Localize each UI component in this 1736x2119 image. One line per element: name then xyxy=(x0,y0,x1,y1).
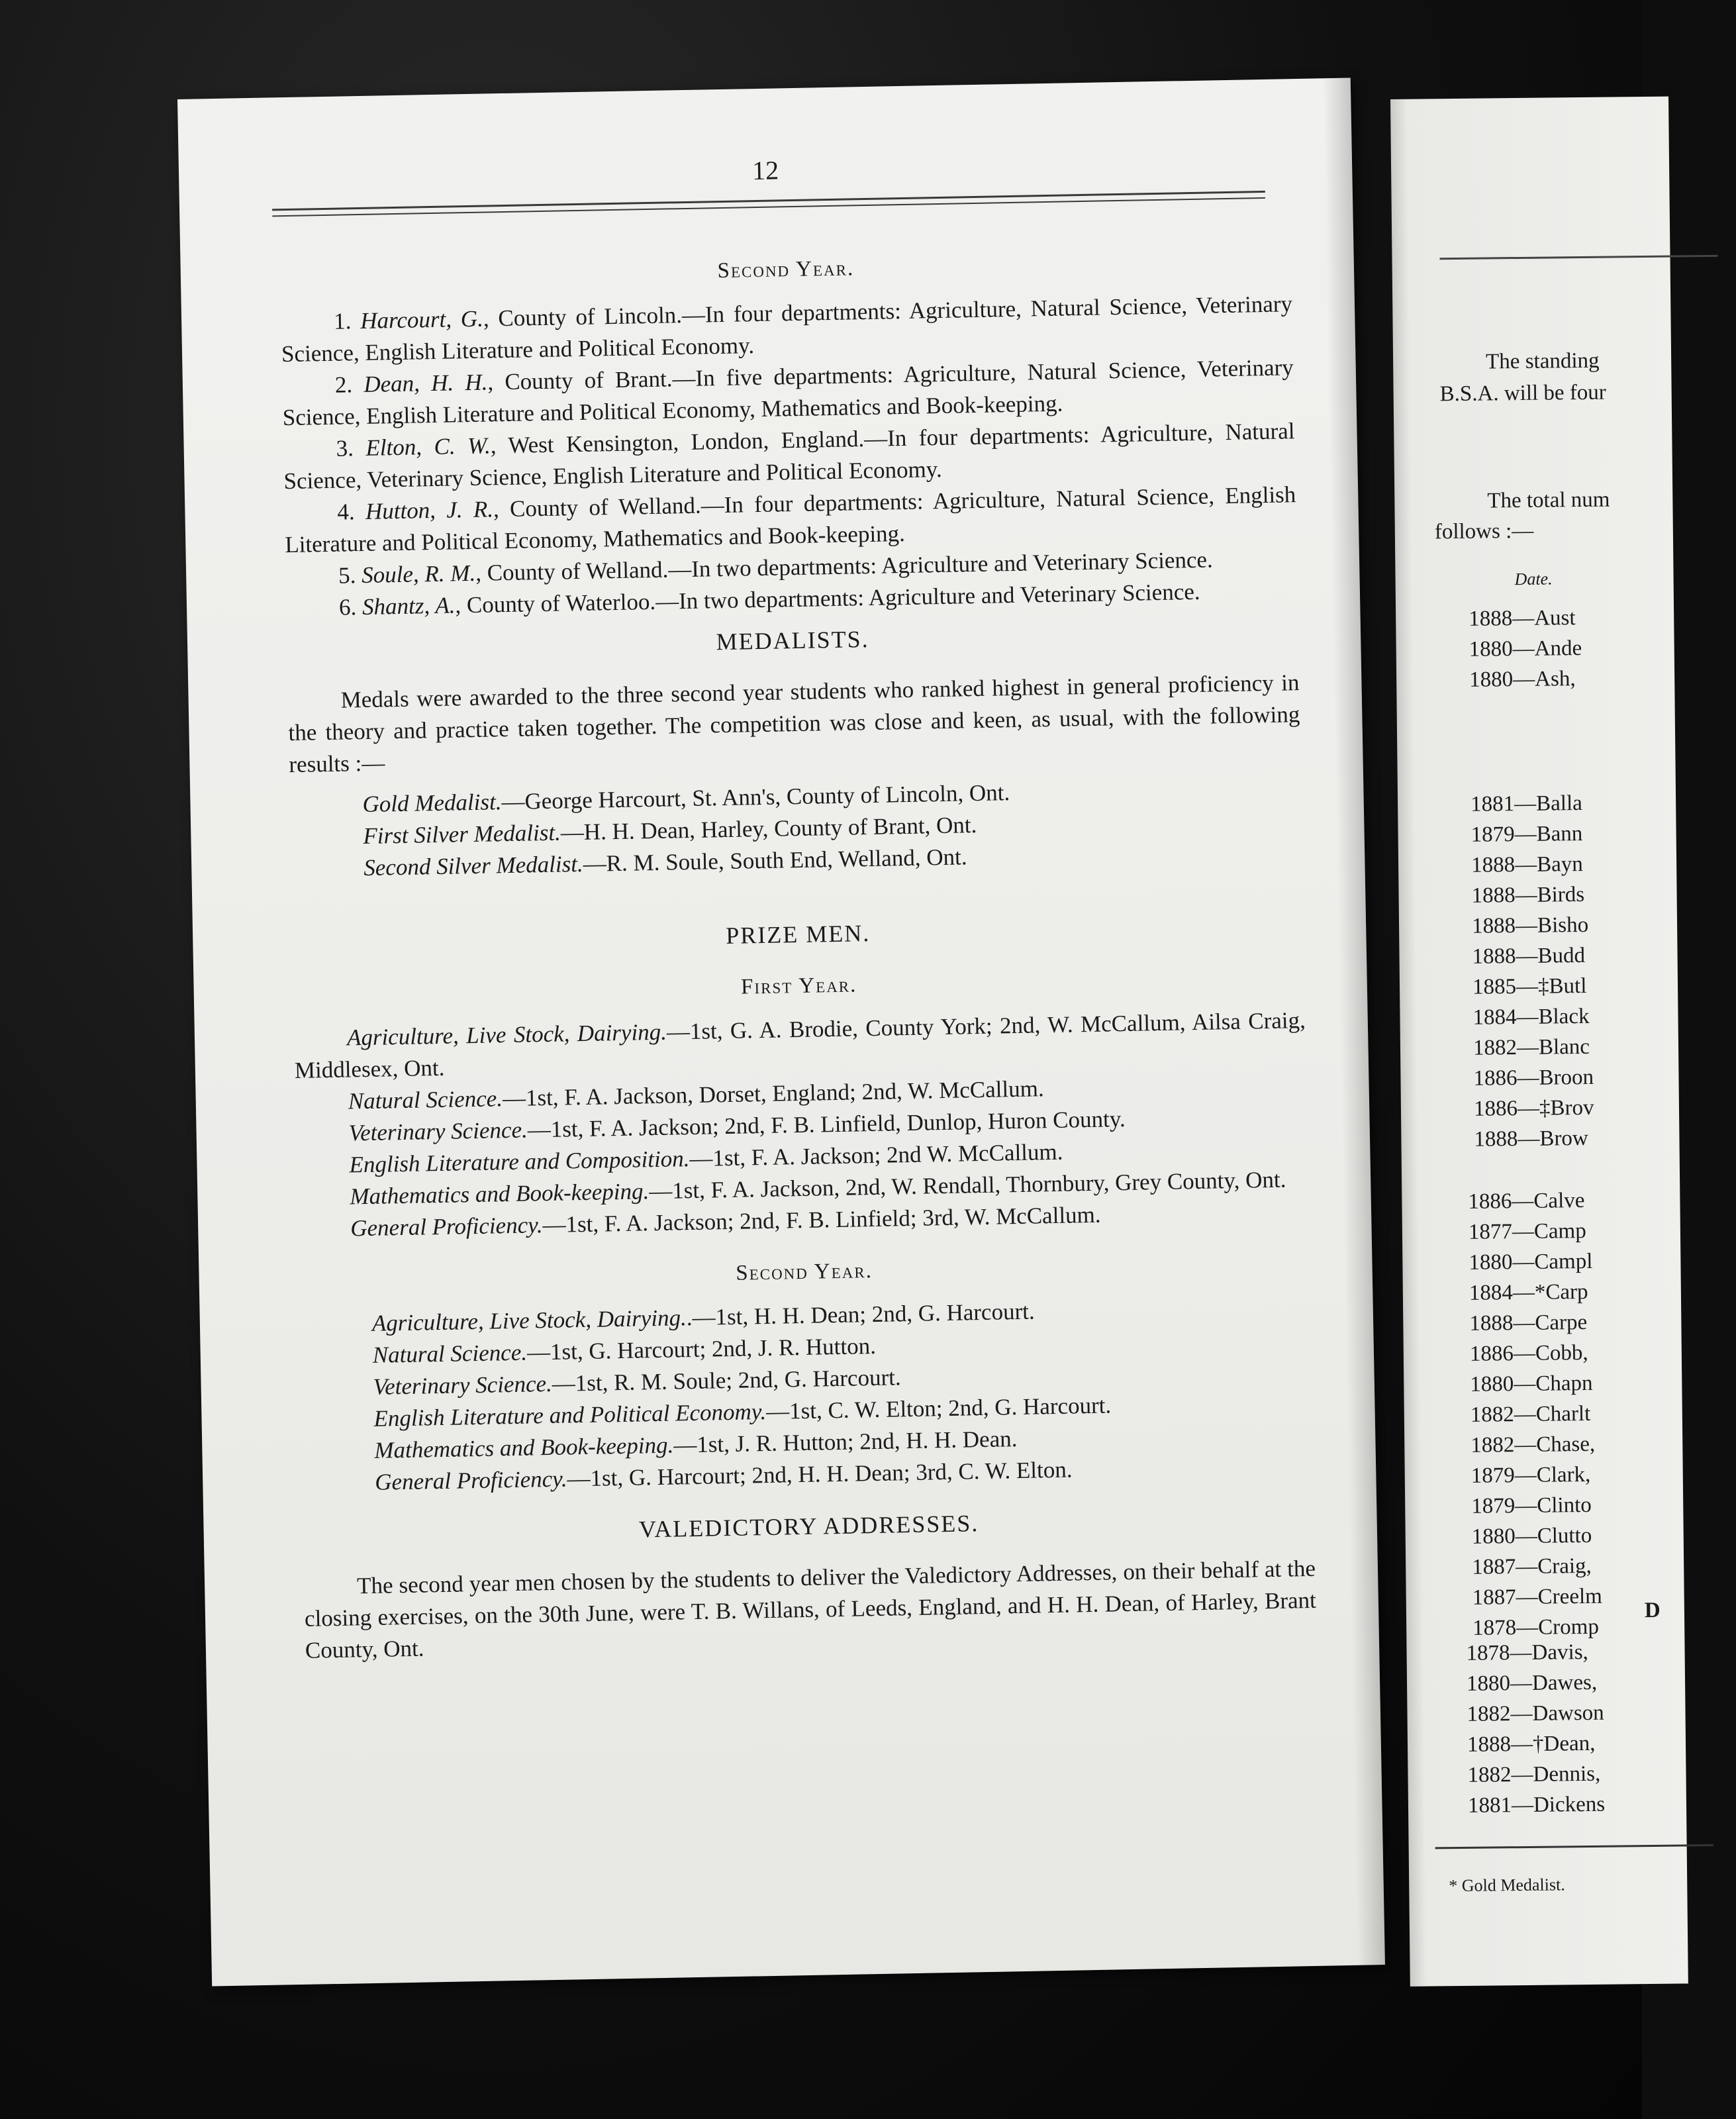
prize-winners: —1st, F. A. Jackson; 2nd, F. B. Linfield, Dunlop, Huron County. xyxy=(527,1106,1126,1143)
footnote: * Gold Medalist. xyxy=(1449,1875,1565,1896)
student-detail: , County of Brant.—In five departments: Agriculture, Natural Science, Veterinary Science, English Literature and Political Economy, Mathematics and Book-keeping. xyxy=(282,354,1294,431)
register-entry: 1888—Bayn xyxy=(1471,852,1583,877)
register-entry: 1884—Black xyxy=(1472,1004,1590,1030)
prize-subject: General Proficiency. xyxy=(350,1212,543,1242)
right-page xyxy=(1390,97,1688,1987)
intro-line: The standing xyxy=(1485,348,1600,374)
prize-winners: —1st, R. M. Soule; 2nd, G. Harcourt. xyxy=(552,1364,901,1397)
prize-subject: Natural Science. xyxy=(372,1339,528,1368)
page-content xyxy=(280,244,1318,1667)
student-name: Harcourt, G. xyxy=(360,305,484,334)
register-entry: 1878—Davis, xyxy=(1466,1640,1589,1665)
student-detail: , County of Welland.—In two departments: Agriculture and Veterinary Science. xyxy=(475,546,1214,586)
prize-subject: Veterinary Science. xyxy=(373,1370,553,1400)
student-name: Shantz, A. xyxy=(362,592,456,620)
page-number: 12 xyxy=(751,155,779,186)
register-entry: 1882—Dennis, xyxy=(1467,1761,1601,1787)
student-number: 4. xyxy=(337,499,356,525)
section-letter-d: D xyxy=(1644,1598,1661,1623)
prize-subject: Natural Science. xyxy=(348,1085,503,1114)
medalists-intro: Medals were awarded to the three second year students who ranked highest in general proficiency in the theory and practice taken together. The competition was close and keen, as usual, with the following results :— xyxy=(288,669,1300,778)
prize-winners: .—1st, H. H. Dean; 2nd, G. Harcourt. xyxy=(686,1298,1035,1331)
second-year-prizes-heading: Second Year. xyxy=(735,1259,873,1285)
medalist-name: —H. H. Dean, Harley, County of Brant, Ont. xyxy=(560,812,977,846)
student-detail: , County of Lincoln.—In four departments: Agriculture, Natural Science, Veterinary Science, English Literature and Political Economy. xyxy=(281,291,1293,368)
register-entry: 1888—Budd xyxy=(1472,943,1586,969)
prize-winners: —1st, G. A. Brodie, County York; 2nd, W. McCallum, Ailsa Craig, Middlesex, Ont. xyxy=(294,1007,1306,1084)
register-entry: 1880—Chapn xyxy=(1470,1371,1593,1397)
prize-subject: English Literature and Political Economy. xyxy=(373,1399,767,1432)
prize-winners: —1st, F. A. Jackson, 2nd, W. Rendall, Thornbury, Grey County, Ont. xyxy=(648,1166,1286,1205)
prize-winners: —1st, F. A. Jackson; 2nd W. McCallum. xyxy=(689,1138,1063,1172)
register-entry: 1888—Birds xyxy=(1471,882,1585,908)
register-entry: 1879—Clark, xyxy=(1471,1462,1591,1488)
prize-subject: English Literature and Composition. xyxy=(349,1146,690,1178)
register-entry: 1888—Bisho xyxy=(1471,912,1589,938)
prize-winners: —1st, G. Harcourt; 2nd, J. R. Hutton. xyxy=(526,1332,877,1365)
student-detail: , West Kensington, London, England.—In four departments: Agriculture, Natural Science, Veterinary Science, English Literature and Political Economy. xyxy=(283,418,1295,495)
intro-line: B.S.A. will be four xyxy=(1439,380,1607,407)
register-entry: 1888—Brow xyxy=(1474,1126,1588,1152)
student-number: 3. xyxy=(336,435,354,462)
prize-subject: Veterinary Science. xyxy=(348,1116,528,1146)
intro-line: The total num xyxy=(1487,487,1610,513)
register-entry: 1879—Bann xyxy=(1471,822,1583,847)
intro-line: follows :— xyxy=(1434,518,1534,544)
medalist-name: —George Harcourt, St. Ann's, County of Lincoln, Ont. xyxy=(501,779,1010,815)
register-entry: 1882—Dawson xyxy=(1467,1700,1604,1726)
register-entry: 1886—Broon xyxy=(1473,1065,1594,1091)
student-name: Soule, R. M. xyxy=(361,560,476,589)
register-entry: 1888—Aust xyxy=(1469,606,1576,631)
register-entry: 1888—Carpe xyxy=(1469,1310,1588,1336)
register-entry: 1887—Craig, xyxy=(1472,1553,1592,1579)
student-detail: , County of Waterloo.—In two departments: Agriculture and Veterinary Science. xyxy=(455,578,1200,618)
register-entry: 1885—‡Butl xyxy=(1472,973,1587,999)
register-entry: 1879—Clinto xyxy=(1471,1493,1592,1518)
prize-subject: Mathematics and Book-keeping. xyxy=(350,1178,650,1210)
student-list xyxy=(281,288,1298,624)
prize-subject: Agriculture, Live Stock, Dairying. xyxy=(346,1018,667,1051)
medalist-name: —R. M. Soule, South End, Welland, Ont. xyxy=(583,844,967,877)
register-entry: 1880—Campl xyxy=(1469,1249,1593,1275)
student-detail: , County of Welland.—In four departments: Agriculture, Natural Science, English Literature and Political Economy, Mathematics and Book-keeping. xyxy=(284,481,1296,558)
register-entry: 1880—Ash, xyxy=(1469,667,1576,692)
register-entry: 1886—‡Brov xyxy=(1473,1095,1594,1121)
student-number: 1. xyxy=(333,308,352,334)
date-column-label: Date. xyxy=(1514,569,1553,589)
second-year-heading: Second Year. xyxy=(717,256,855,283)
prize-winners: —1st, F. A. Jackson; 2nd, F. B. Linfield; 3rd, W. McCallum. xyxy=(542,1201,1101,1238)
student-name: Hutton, J. R. xyxy=(365,496,494,524)
register-entry: 1882—Charlt xyxy=(1470,1401,1591,1427)
valedictory-heading: VALEDICTORY ADDRESSES. xyxy=(638,1510,979,1543)
register-entry: 1882—Blanc xyxy=(1472,1034,1590,1060)
register-entry: 1888—†Dean, xyxy=(1467,1731,1596,1757)
student-name: Dean, H. H. xyxy=(363,369,488,397)
register-entry: 1880—Ande xyxy=(1469,636,1582,662)
register-entry: 1881—Balla xyxy=(1470,791,1582,816)
student-number: 2. xyxy=(334,371,353,398)
medalists-heading: MEDALISTS. xyxy=(716,625,869,656)
medalist-title: Second Silver Medalist. xyxy=(363,850,584,881)
register-entry: 1881—Dickens xyxy=(1467,1792,1606,1818)
medalist-title: Gold Medalist. xyxy=(362,789,502,818)
register-entry: 1887—Creelm xyxy=(1472,1584,1603,1610)
prize-winners: —1st, F. A. Jackson, Dorset, England; 2nd, W. McCallum. xyxy=(502,1075,1044,1112)
prize-winners: —1st, C. W. Elton; 2nd, G. Harcourt. xyxy=(765,1392,1112,1425)
prize-subject: General Proficiency. xyxy=(374,1465,567,1495)
register-entry: 1880—Clutto xyxy=(1471,1523,1592,1549)
register-entry: 1886—Calve xyxy=(1468,1189,1585,1214)
student-number: 6. xyxy=(338,594,357,620)
register-entry: 1878—Cromp xyxy=(1472,1614,1600,1640)
prize-subject: Agriculture, Live Stock, Dairying. xyxy=(371,1305,687,1336)
medalist-title: First Silver Medalist. xyxy=(363,819,561,850)
prize-subject: Mathematics and Book-keeping. xyxy=(374,1432,674,1463)
register-entry: 1877—Camp xyxy=(1468,1218,1586,1244)
register-entry: 1882—Chase, xyxy=(1471,1432,1596,1457)
register-entry: 1884—*Carp xyxy=(1469,1279,1588,1305)
prize-winners: —1st, J. R. Hutton; 2nd, H. H. Dean. xyxy=(673,1426,1018,1458)
header-rule xyxy=(1440,255,1718,260)
prize-winners: —1st, G. Harcourt; 2nd, H. H. Dean; 3rd, C. W. Elton. xyxy=(567,1456,1073,1492)
footnote-rule xyxy=(1435,1844,1713,1849)
student-name: Elton, C. W. xyxy=(365,432,491,461)
register-entry: 1886—Cobb, xyxy=(1469,1340,1588,1366)
prize-men-heading: PRIZE MEN. xyxy=(725,920,871,950)
valedictory-text: The second year men chosen by the students to deliver the Valedictory Addresses, on their behalf at the closing exercises, on the 30th June, were T. B. Willans, of Leeds, England, and H. H. Dean, of Harley, Brant County, Ont. xyxy=(304,1555,1317,1663)
first-year-heading: First Year. xyxy=(740,973,857,999)
register-entry: 1880—Dawes, xyxy=(1466,1670,1598,1696)
student-number: 5. xyxy=(338,562,356,589)
left-page xyxy=(177,78,1385,1987)
